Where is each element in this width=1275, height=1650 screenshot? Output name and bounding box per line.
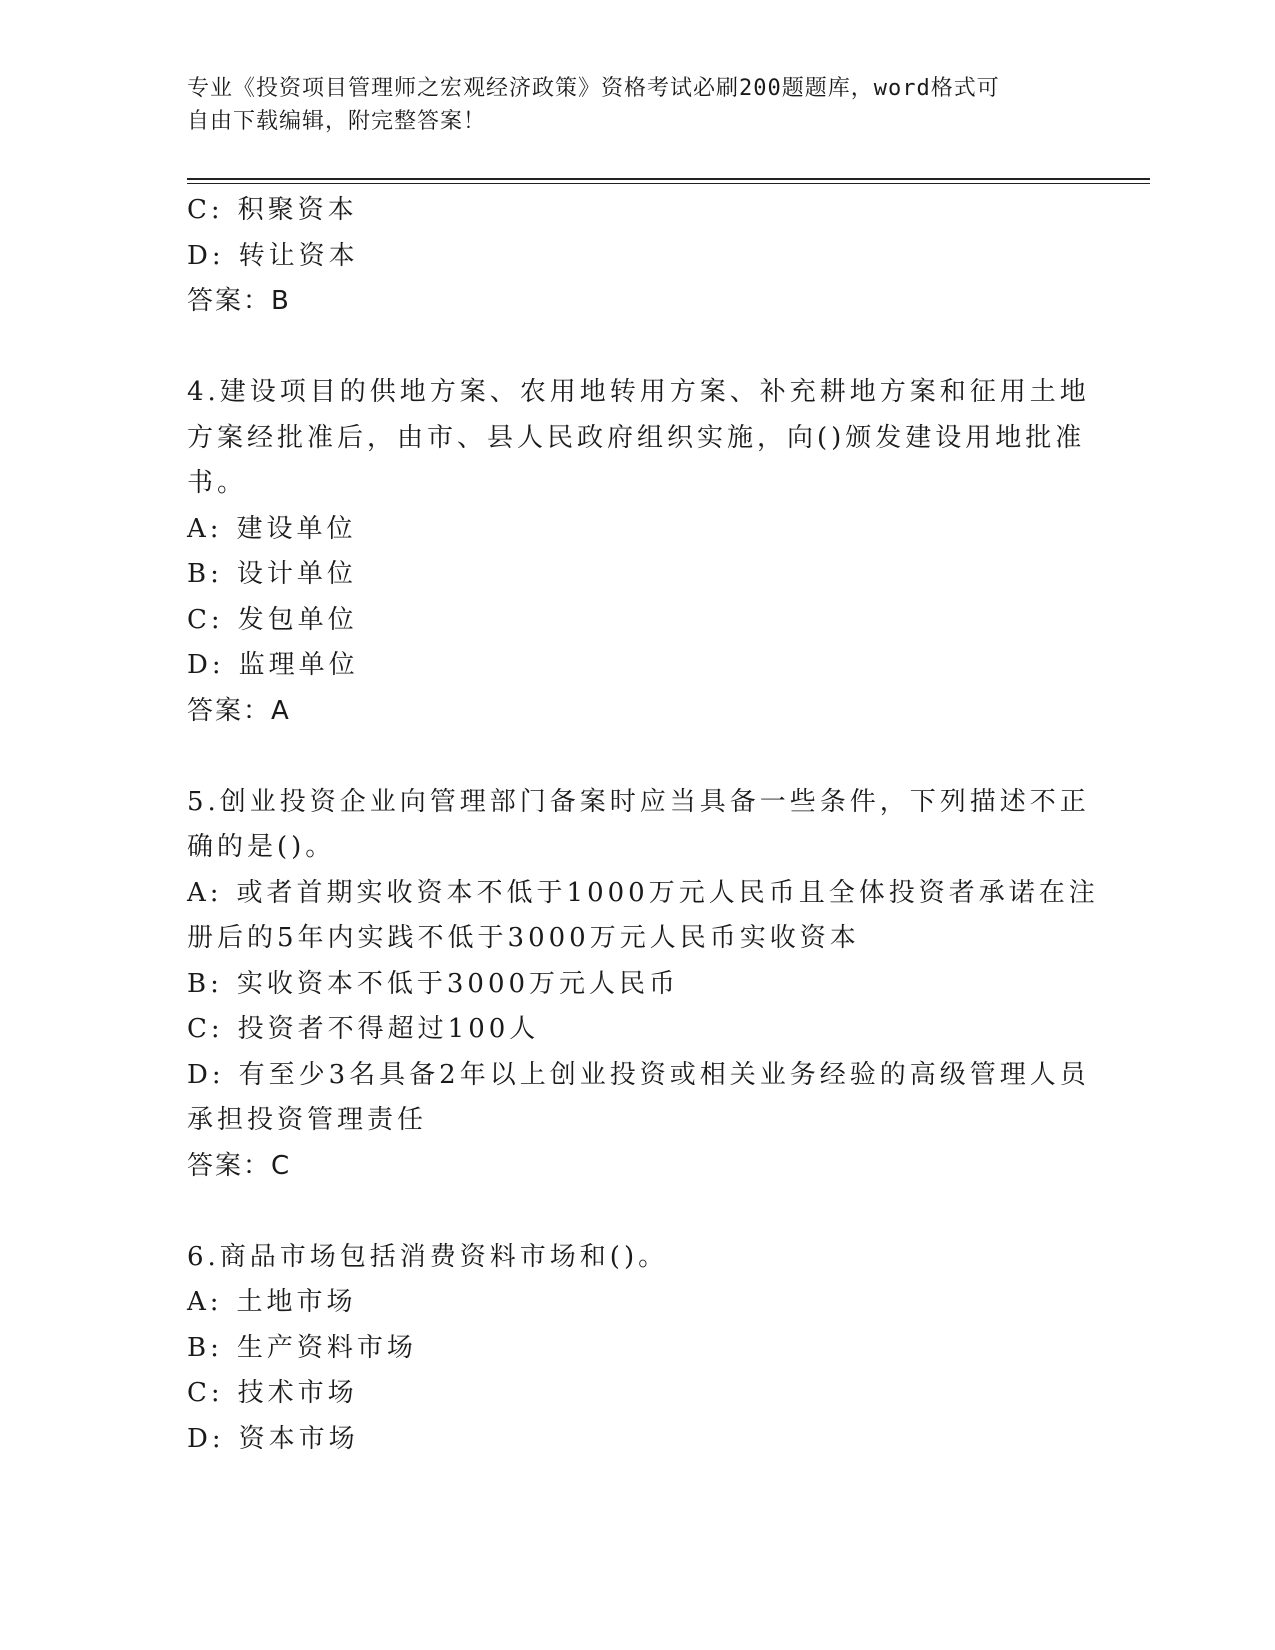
question-text-line: 6.商品市场包括消费资料市场和()。 [187,1241,669,1272]
option-b: B: 生产资料市场 [187,1332,417,1363]
question-text-line: 4.建设项目的供地方案、农用地转用方案、补充耕地方案和征用土地 [187,377,1090,407]
option-b: B: 设计单位 [187,559,357,589]
question-text-line: 方案经批准后，由市、县人民政府组织实施，向()颁发建设用地批准 [187,422,1086,453]
question-6 [187,1235,1087,1463]
document-header [187,72,1087,138]
option-a: A: 土地市场 [187,1287,357,1317]
option-a-continued: 册后的5年内实践不低于3000万元人民币实收资本 [187,923,860,953]
question-3-tail [187,188,1087,325]
option-d-continued: 承担投资管理责任 [187,1105,428,1135]
option-d: D: 转让资本 [187,240,359,271]
answer-line: 答案：C [187,1150,292,1181]
header-divider-thin [187,183,1150,184]
option-b: B: 实收资本不低于3000万元人民币 [187,968,680,999]
header-line-2: 自由下载编辑，附完整答案！ [187,109,487,134]
question-text-line: 5.创业投资企业向管理部门备案时应当具备一些条件，下列描述不正 [187,786,1090,817]
option-c: C: 积聚资本 [187,195,358,225]
option-c: C: 发包单位 [187,604,358,635]
option-d: D: 资本市场 [187,1423,359,1454]
option-a: A: 建设单位 [187,513,357,544]
option-a: A: 或者首期实收资本不低于1000万元人民币且全体投资者承诺在注 [187,877,1099,908]
option-c: C: 技术市场 [187,1378,358,1408]
answer-line: 答案：B [187,286,291,316]
question-5 [187,780,1099,1190]
header-divider [187,178,1150,180]
answer-line: 答案：A [187,695,291,726]
option-c: C: 投资者不得超过100人 [187,1014,540,1044]
option-d: D: 有至少3名具备2年以上创业投资或相关业务经验的高级管理人员 [187,1059,1090,1090]
question-list [187,188,1099,1462]
question-text-line: 书。 [187,468,248,498]
header-line-1: 专业《投资项目管理师之宏观经济政策》资格考试必刷200题题库，word格式可 [187,76,1000,101]
question-4 [187,370,1090,734]
option-d: D: 监理单位 [187,650,359,680]
question-text-line: 确的是()。 [187,832,336,862]
